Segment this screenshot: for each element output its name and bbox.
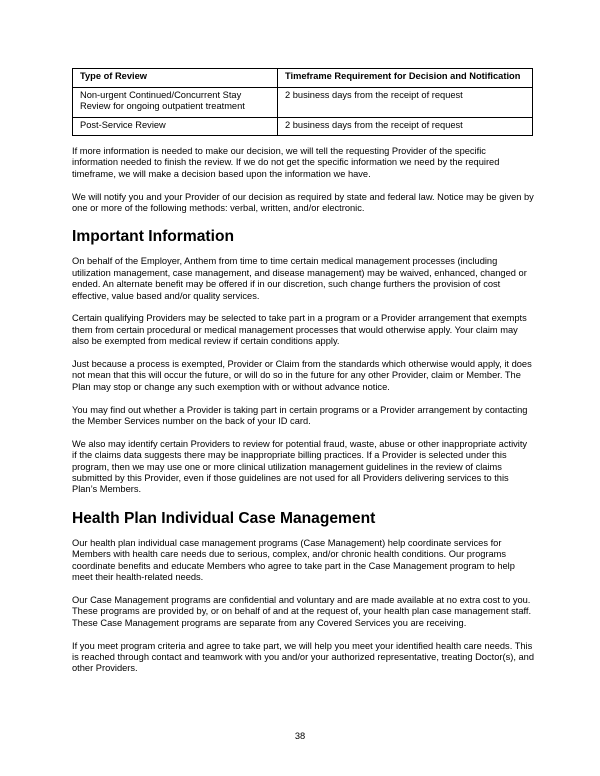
paragraph: Our health plan individual case management programs (Case Management) help coordinate services for Members with health care needs due to serious, complex, and/or chronic health conditions. Our programs coordinate benefits and educate Members who agree to take part in the Case Management program to help meet their health-related needs. (72, 537, 515, 583)
paragraph: We will notify you and your Provider of our decision as required by state and federal law. Notice may be given by one or more of the following methods: verbal, written, and/or electronic. (72, 191, 534, 214)
table-cell: 2 business days from the receipt of request (278, 87, 533, 117)
table-header-cell: Timeframe Requirement for Decision and Notification (278, 69, 533, 88)
table-cell: Non-urgent Continued/Concurrent Stay Review for ongoing outpatient treatment (73, 87, 278, 117)
review-timeframe-table (72, 68, 533, 136)
table-header-cell: Type of Review (73, 69, 278, 88)
paragraph: Just because a process is exempted, Provider or Claim from the standards which otherwise would apply, it does not mean that this will occur the future, or will do so in the future for any other Provider, claim or Member. The Plan may stop or change any such exemption with or without advance notice. (72, 359, 532, 392)
table-cell: 2 business days from the receipt of request (278, 117, 533, 136)
table-header-row (73, 69, 533, 88)
paragraph: Our Case Management programs are confidential and voluntary and are made available at no extra cost to you. These programs are provided by, or on behalf of and at the request of, your health plan case management staff. These Case Management programs are separate from any Covered Services you are receiving. (72, 594, 532, 628)
paragraph: You may find out whether a Provider is taking part in certain programs or a Provider arrangement by contacting the Member Services number on the back of your ID card. (72, 404, 528, 427)
section-heading: Important Information (72, 228, 234, 246)
paragraph: Certain qualifying Providers may be selected to take part in a program or a Provider arrangement that exempts them from certain procedural or medical management processes that would otherwise apply. Your claim may also be exempted from medical review if certain conditions apply. (72, 313, 527, 347)
page-number: 38 (294, 731, 306, 741)
paragraph: If you meet program criteria and agree to take part, we will help you meet your identified health care needs. This is reached through contact and teamwork with you and/or your authorized representative, treating Doctor(s), and other Providers. (72, 640, 534, 674)
table-row (73, 87, 533, 117)
table-cell: Post-Service Review (73, 117, 278, 136)
table-row (73, 117, 533, 136)
paragraph: On behalf of the Employer, Anthem from time to time certain medical management processes (including utilization management, case management, and disease management) may be waived, enhanced, changed or ended. An alternate benefit may be offered if in our discretion, such change furthers the provision of cost effective, value based and/or quality services. (72, 256, 527, 301)
paragraph: We also may identify certain Providers to review for potential fraud, waste, abuse or other inappropriate activity if the claims data suggests there may be inappropriate billing practices. If a Provider is selected under this program, then we may use one or more clinical utilization management guidelines in the review of claims submitted by this Provider, even if those guidelines are not used for all Providers delivering services to this Plan’s Members. (72, 438, 528, 495)
document-page (72, 68, 534, 686)
section-heading: Health Plan Individual Case Management (72, 509, 376, 527)
paragraph: If more information is needed to make our decision, we will tell the requesting Provider of the specific information needed to finish the review. If we do not get the specific information we need by the required timeframe, we will make a decision based upon the information we have. (72, 146, 500, 179)
